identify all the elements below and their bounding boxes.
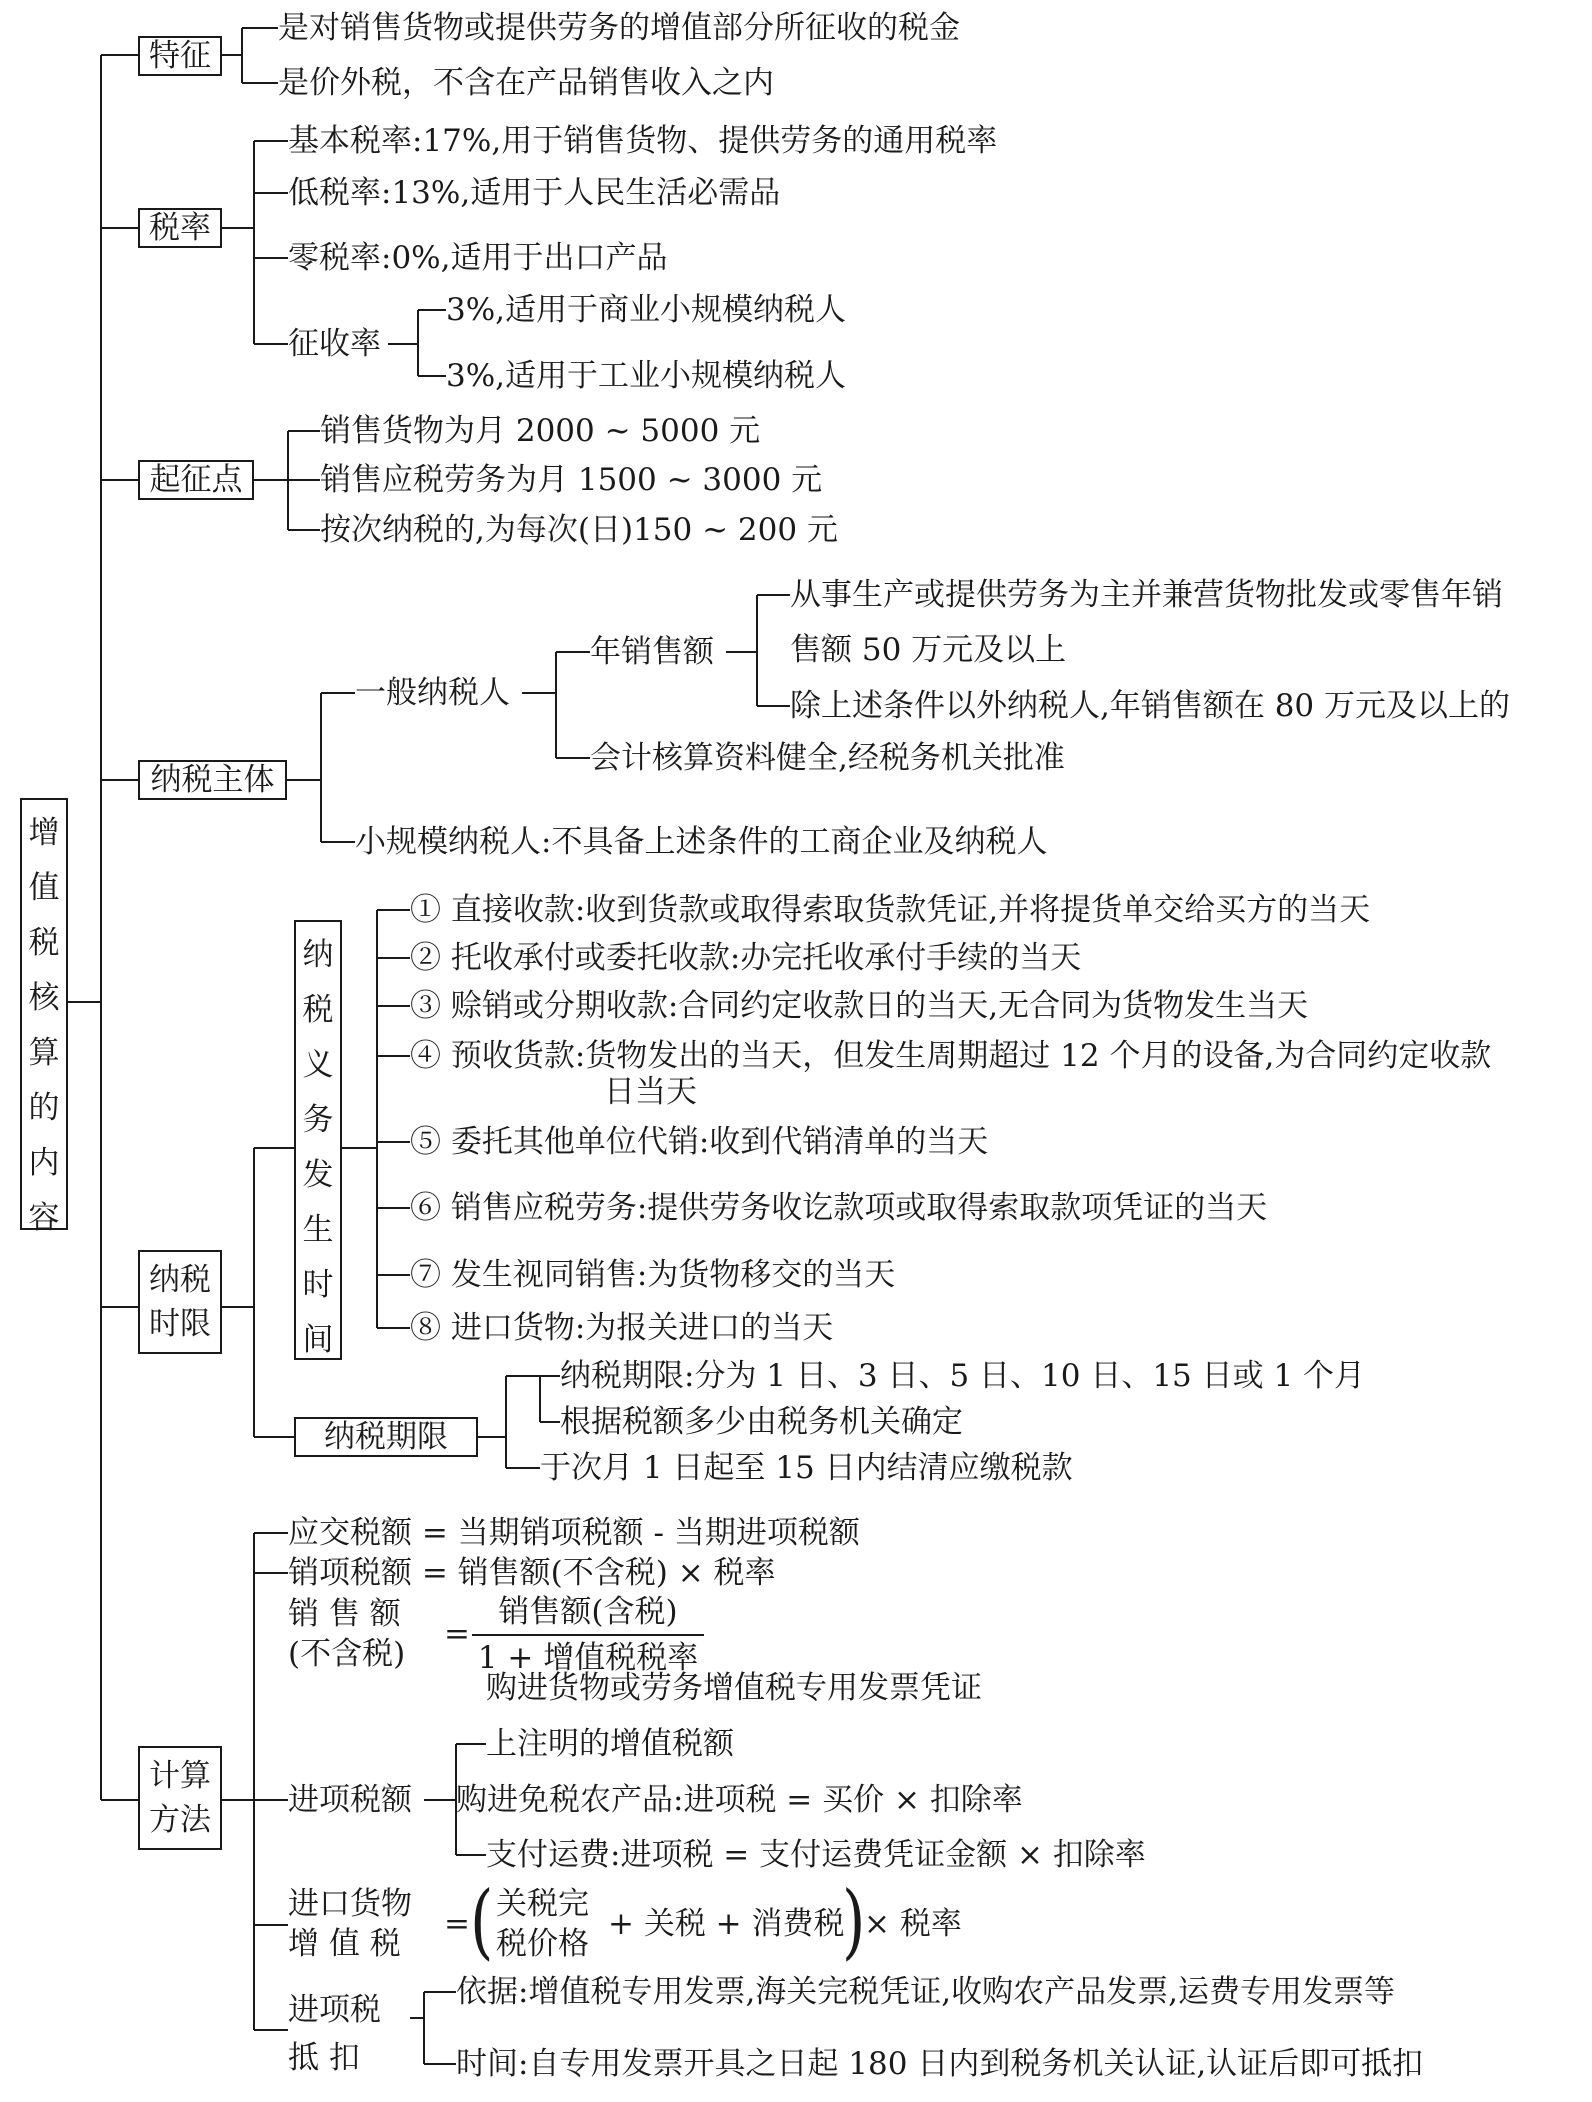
formula-payable: 应交税额 = 当期销项税额 - 当期进项税额	[288, 1515, 860, 1551]
rate-levy-item-1: 3%,适用于商业小规模纳税人	[446, 292, 847, 328]
sales-numerator: 销售额(含税)	[498, 1594, 678, 1630]
obligation-char: 义	[302, 1047, 334, 1083]
sales-eq: =	[444, 1616, 470, 1652]
threshold-item-3: 按次纳税的,为每次(日)150 ~ 200 元	[320, 512, 838, 548]
obligation-char: 生	[302, 1212, 334, 1248]
obligation-char: 税	[302, 992, 334, 1028]
sales-label-1: 销 售 额	[288, 1596, 401, 1632]
rate-zero: 零税率:0%,适用于出口产品	[288, 240, 668, 276]
threshold-node: 起征点	[138, 460, 254, 500]
deduct-item-2: 时间:自专用发票开具之日起 180 日内到税务机关认证,认证后即可抵扣	[456, 2046, 1424, 2082]
input-tax-label: 进项税额	[288, 1782, 412, 1818]
obligation-char: 间	[302, 1322, 334, 1358]
left-paren: (	[470, 1874, 494, 1970]
import-customs-2: 税价格	[496, 1926, 589, 1962]
rate-levy-label: 征收率	[288, 326, 381, 362]
root-char: 增	[28, 815, 60, 851]
sales-label-2: (不含税)	[288, 1636, 406, 1672]
deduct-item-1: 依据:增值税专用发票,海关完税凭证,收购农产品发票,运费专用发票等	[456, 1974, 1396, 2010]
import-eq: =	[444, 1906, 470, 1942]
time-limit-label-1: 纳税	[149, 1262, 211, 1298]
import-customs-1: 关税完	[496, 1886, 589, 1922]
calculation-node	[138, 1746, 222, 1850]
import-label-2: 增 值 税	[288, 1926, 401, 1962]
rate-levy-item-2: 3%,适用于工业小规模纳税人	[446, 358, 847, 394]
features-node: 特征	[138, 36, 222, 76]
obligation-item-4: ④ 预收货款:货物发出的当天，但发生周期超过 12 个月的设备,为合同约定收款	[410, 1038, 1492, 1074]
root-char: 值	[28, 870, 60, 906]
tax-period-item-1: 纳税期限:分为 1 日、3 日、5 日、10 日、15 日或 1 个月	[560, 1358, 1366, 1394]
calculation-label-2: 方法	[149, 1802, 211, 1838]
tax-period-item-3: 于次月 1 日起至 15 日内结清应缴税款	[540, 1450, 1073, 1486]
annual-sales-item-3: 除上述条件以外纳税人,年销售额在 80 万元及以上的	[790, 688, 1511, 724]
threshold-item-1: 销售货物为月 2000 ~ 5000 元	[320, 413, 761, 449]
obligation-char: 务	[302, 1102, 334, 1138]
time-limit-label-2: 时限	[149, 1306, 211, 1342]
deduct-label-2: 抵 扣	[288, 2040, 360, 2076]
fraction-bar	[472, 1634, 704, 1636]
obligation-item-6: ⑥ 销售应税劳务:提供劳务收讫款项或取得索取款项凭证的当天	[410, 1190, 1268, 1226]
obligation-char: 时	[302, 1267, 334, 1303]
rate-basic: 基本税率:17%,用于销售货物、提供劳务的通用税率	[288, 123, 998, 159]
root-char: 的	[28, 1090, 60, 1126]
obligation-item-8: ⑧ 进口货物:为报关进口的当天	[410, 1310, 834, 1346]
obligation-char: 纳	[302, 937, 334, 973]
input-item-2: 购进免税农产品:进项税 = 买价 × 扣除率	[456, 1782, 1023, 1818]
general-taxpayer: 一般纳税人	[355, 675, 510, 711]
obligation-item-4-cont: 日当天	[604, 1074, 697, 1110]
input-item-1: 购进货物或劳务增值税专用发票凭证	[486, 1670, 982, 1706]
import-label-1: 进口货物	[288, 1886, 412, 1922]
sales-denominator: 1 + 增值税税率	[477, 1640, 699, 1676]
tax-period-item-2: 根据税额多少由税务机关确定	[560, 1404, 963, 1440]
root-node	[20, 798, 68, 1236]
deduct-label-1: 进项税	[288, 1992, 381, 2028]
obligation-item-2: ② 托收承付或委托收款:办完托收承付手续的当天	[410, 940, 1082, 976]
annual-sales-label: 年销售额	[590, 634, 714, 670]
tax-period-node: 纳税期限	[294, 1417, 478, 1457]
obligation-item-5: ⑤ 委托其他单位代销:收到代销清单的当天	[410, 1124, 989, 1160]
accounting-condition: 会计核算资料健全,经税务机关批准	[590, 740, 1065, 776]
annual-sales-item-1: 从事生产或提供劳务为主并兼营货物批发或零售年销	[790, 577, 1503, 613]
input-item-3: 支付运费:进项税 = 支付运费凭证金额 × 扣除率	[486, 1837, 1146, 1873]
formula-output: 销项税额 = 销售额(不含税) × 税率	[288, 1555, 776, 1591]
root-char: 税	[28, 925, 60, 961]
input-item-1-cont: 上注明的增值税额	[486, 1726, 734, 1762]
annual-sales-item-2: 售额 50 万元及以上	[790, 632, 1067, 668]
obligation-item-1: ① 直接收款:收到货款或取得索取货款凭证,并将提货单交给买方的当天	[410, 892, 1371, 928]
obligation-time-node	[294, 920, 342, 1360]
rate-low: 低税率:13%,适用于人民生活必需品	[288, 175, 781, 211]
calculation-label-1: 计算	[149, 1758, 211, 1794]
import-rest: + 关税 + 消费税	[608, 1906, 845, 1942]
obligation-item-3: ③ 赊销或分期收款:合同约定收款日的当天,无合同为货物发生当天	[410, 988, 1309, 1024]
rates-node: 税率	[138, 208, 222, 248]
import-rate: × 税率	[864, 1906, 962, 1942]
right-paren: )	[842, 1874, 866, 1970]
obligation-item-7: ⑦ 发生视同销售:为货物移交的当天	[410, 1257, 896, 1293]
root-char: 核	[28, 980, 60, 1016]
root-char: 容	[28, 1200, 60, 1236]
sales-fraction	[472, 1594, 704, 1676]
threshold-item-2: 销售应税劳务为月 1500 ~ 3000 元	[320, 462, 823, 498]
taxpayer-node: 纳税主体	[138, 760, 287, 800]
root-char: 内	[28, 1145, 60, 1181]
features-item-1: 是对销售货物或提供劳务的增值部分所征收的税金	[278, 10, 960, 46]
obligation-char: 发	[302, 1157, 334, 1193]
time-limit-node	[138, 1250, 222, 1354]
root-char: 算	[28, 1035, 60, 1071]
features-item-2: 是价外税，不含在产品销售收入之内	[278, 65, 774, 101]
small-taxpayer: 小规模纳税人:不具备上述条件的工商企业及纳税人	[355, 824, 1048, 860]
